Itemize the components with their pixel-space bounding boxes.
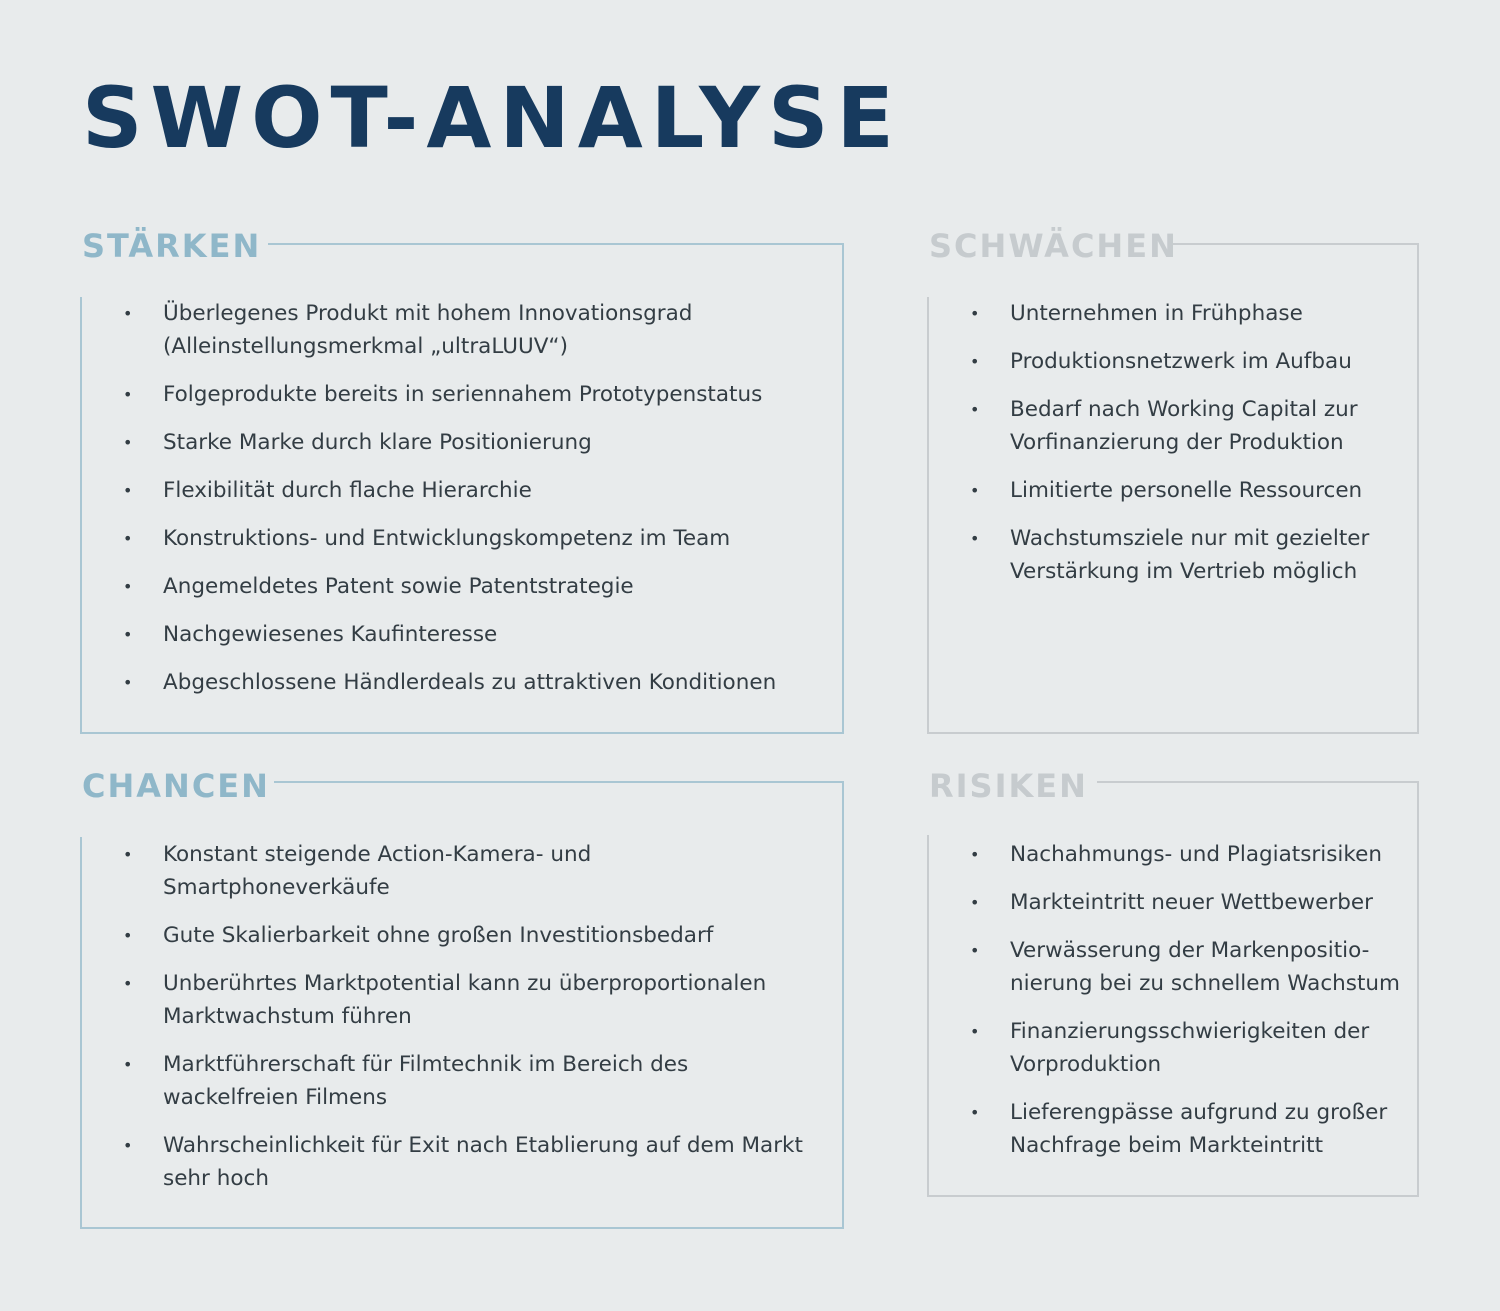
list-item: • Lieferengpässe aufgrund zu großer Nachfrage beim Markteintritt (970, 1096, 1410, 1162)
list-item: • Konstruktions- und Entwicklungskompetenz im Team (123, 522, 823, 555)
list-item: • Bedarf nach Working Capital zur Vorfinanzierung der Produktion (970, 393, 1390, 459)
threats-heading: RISIKEN (929, 767, 1088, 805)
list-item: • Limitierte personelle Ressourcen (970, 474, 1390, 507)
list-item: • Wahrscheinlichkeit für Exit nach Etablierung auf dem Markt sehr hoch (123, 1129, 823, 1195)
list-item: • Abgeschlossene Händlerdeals zu attraktiven Konditionen (123, 666, 823, 699)
weaknesses-heading: SCHWÄCHEN (929, 227, 1178, 265)
weaknesses-list (970, 297, 1390, 603)
strengths-list (123, 297, 823, 714)
list-item: • Markteintritt neuer Wettbewerber (970, 886, 1410, 919)
list-item: • Gute Skalierbarkeit ohne großen Investitionsbedarf (123, 919, 823, 952)
strengths-heading: STÄRKEN (82, 227, 262, 265)
list-item: • Produktionsnetzwerk im Aufbau (970, 345, 1390, 378)
list-item: • Starke Marke durch klare Positionierung (123, 426, 823, 459)
threats-list (970, 838, 1410, 1177)
list-item: • Nachgewiesenes Kaufinteresse (123, 618, 823, 651)
list-item: • Unternehmen in Frühphase (970, 297, 1390, 330)
list-item: • Marktführerschaft für Filmtechnik im Bereich des wackelfreien Filmens (123, 1048, 823, 1114)
list-item: • Flexibilität durch flache Hierarchie (123, 474, 823, 507)
list-item: • Unberührtes Marktpotential kann zu überproportionalen Marktwachstum führen (123, 967, 823, 1033)
list-item: • Nachahmungs- und Plagiatsrisiken (970, 838, 1410, 871)
opportunities-heading: CHANCEN (82, 767, 270, 805)
page-title: SWOT-ANALYSE (82, 69, 902, 167)
list-item: • Verwässerung der Markenpositio-nierung bei zu schnellem Wachstum (970, 934, 1410, 1000)
list-item: • Folgeprodukte bereits in seriennahem Prototypenstatus (123, 378, 823, 411)
list-item: • Konstant steigende Action-Kamera- und Smartphoneverkäufe (123, 838, 823, 904)
list-item: • Angemeldetes Patent sowie Patentstrategie (123, 570, 823, 603)
list-item: • Überlegenes Produkt mit hohem Innovationsgrad (Alleinstellungsmerkmal „ultraLUUV“) (123, 297, 823, 363)
list-item: • Finanzierungsschwierigkeiten der Vorproduktion (970, 1015, 1410, 1081)
list-item: • Wachstumsziele nur mit gezielter Verstärkung im Vertrieb möglich (970, 522, 1390, 588)
opportunities-list (123, 838, 823, 1210)
